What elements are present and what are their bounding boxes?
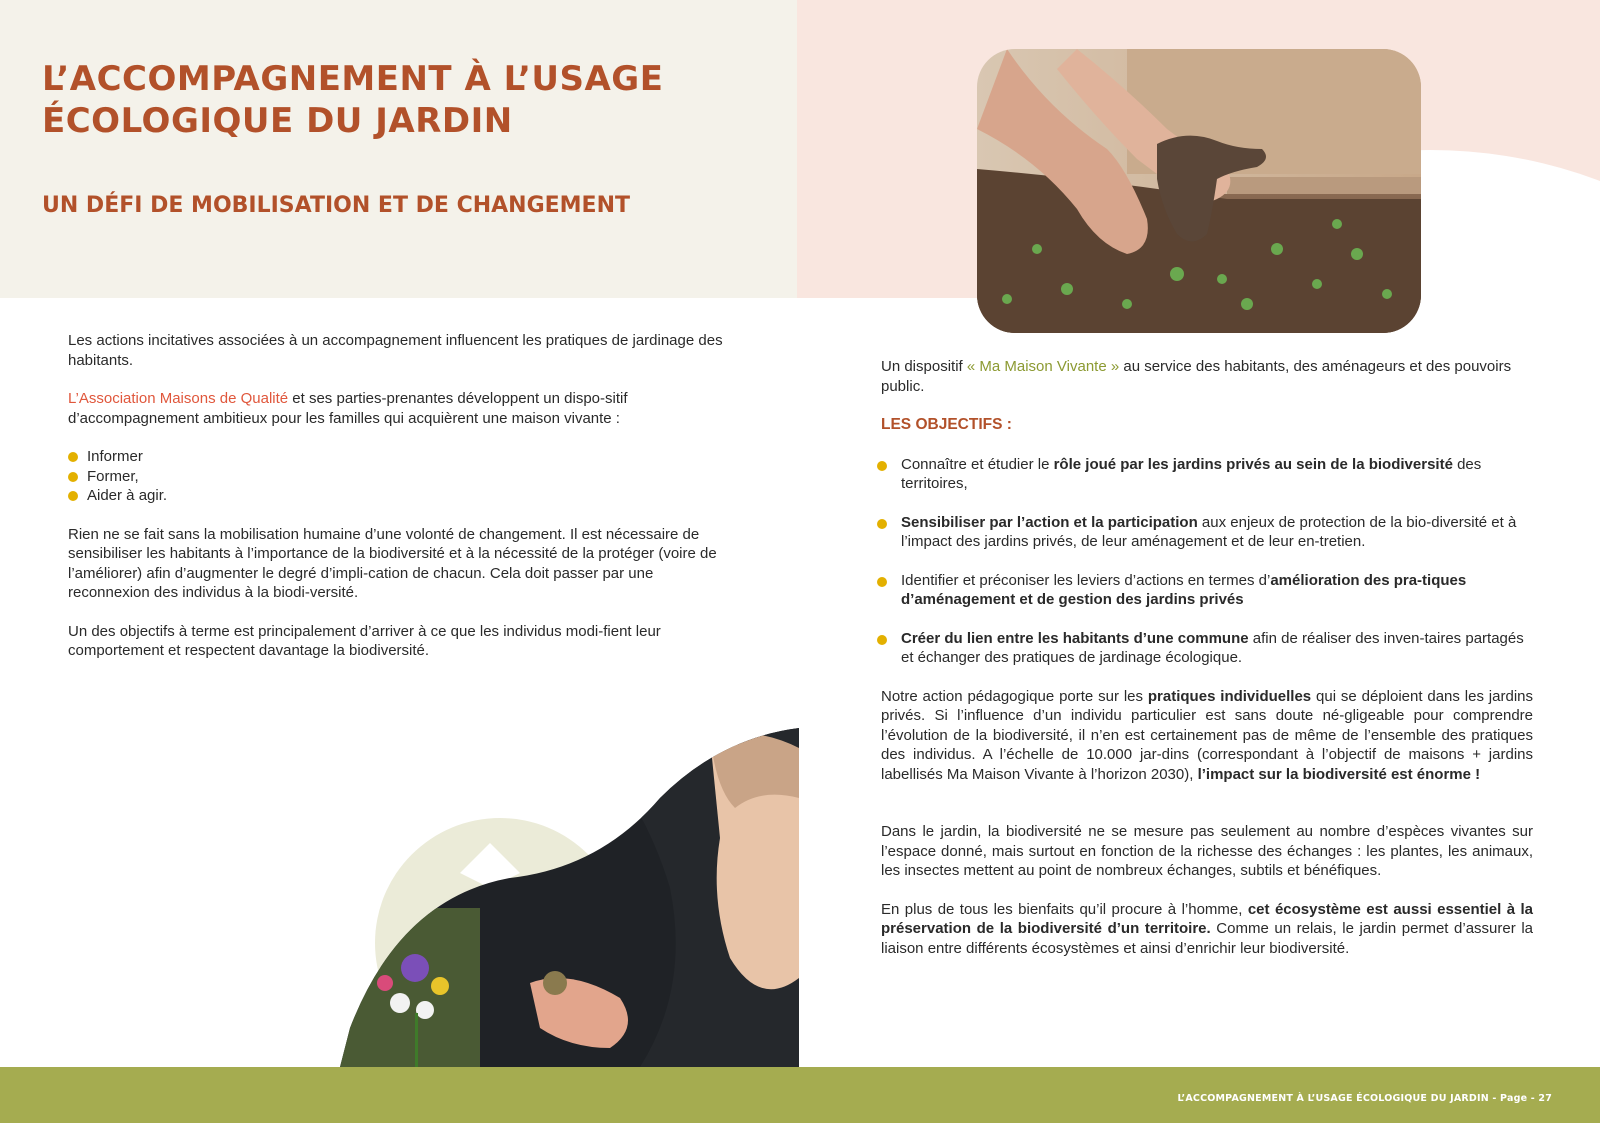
list-item: Informer [68, 447, 728, 467]
page-title [42, 58, 663, 142]
left-column [68, 331, 728, 680]
program-name: « Ma Maison Vivante » [966, 358, 1120, 375]
association-name: L’Association Maisons de Qualité [68, 390, 289, 407]
right-column [881, 357, 1533, 977]
objective-paragraph: Un des objectifs à terme est principalement d’arriver à ce que les individus modi-fient leur comportement et respectent davantage la biodiversité. [68, 622, 661, 659]
page-subtitle: UN DÉFI DE MOBILISATION ET DE CHANGEMENT [42, 193, 630, 218]
gardening-hands-photo [977, 49, 1421, 333]
objective-item: Identifier et préconiser les leviers d’actions en termes d’amélioration des pra-tiques d’aménagement et de gestion des jardins privés [881, 571, 1533, 610]
objective-item: Créer du lien entre les habitants d’une commune afin de réaliser des inven-taires partagés et échanger des pratiques de jardinage écologique. [881, 629, 1533, 668]
title-line-1: L’ACCOMPAGNEMENT À L’USAGE [42, 59, 664, 99]
objectives-heading: LES OBJECTIFS : [881, 416, 1012, 433]
objective-item: Sensibiliser par l’action et la participation aux enjeux de protection de la bio-diversité et à l’impact des jardins privés, de leur aménagement et de leur en-tretien. [881, 513, 1533, 552]
title-line-2: ÉCOLOGIQUE DU JARDIN [42, 101, 513, 141]
pedagogy-paragraph: Notre action pédagogique porte sur les pratiques individuelles qui se déploient dans les jardins privés. Si l’influence d’un individu particulier est sans doute né-gligeable pour comprendre l’évolution de la biodiversité, il n’en est certainement pas de même de l’ensemble des pratiques des individus. A l’échelle de 10.000 jar-dins (correspondant à l’objectif de maisons + jardins labellisés Ma Maison Vivante à l’horizon 2030), l’impact sur la biodiversité est énorme ! [881, 687, 1533, 783]
list-item: Former, [68, 467, 728, 487]
mobilisation-paragraph: Rien ne se fait sans la mobilisation humaine d’une volonté de changement. Il est nécessaire de sensibiliser les habitants à l’importance de la biodiversité et à la nécessité de la protéger (voire de l’améliorer) afin d’augmenter le degré d’impli-cation de chacun. Cela doit passer par une reconnexion des individus à la biodi-versité. [68, 525, 717, 601]
child-flowers-image [340, 728, 799, 1067]
association-paragraph [68, 389, 728, 428]
footer-page-label: L’ACCOMPAGNEMENT À L’USAGE ÉCOLOGIQUE DU JARDIN - Page - 27 [1177, 1093, 1552, 1104]
objective-item: Connaître et étudier le rôle joué par les jardins privés au sein de la biodiversité des territoires, [881, 455, 1533, 494]
list-item: Aider à agir. [68, 486, 728, 506]
action-list [68, 447, 728, 506]
dispositif-paragraph: Un dispositif « Ma Maison Vivante » au service des habitants, des aménageurs et des pouvoirs public. [881, 358, 1512, 395]
child-flowers-photo [340, 728, 799, 1067]
ecosystem-paragraph: En plus de tous les bienfaits qu’il procure à l’homme, cet écosystème est aussi essentiel à la préservation de la biodiversité d’un territoire. Comme un relais, le jardin permet d’assurer la liaison entre différents écosystèmes et ainsi d’enrichir leur biodiversité. [881, 900, 1534, 957]
association-text: et ses parties-prenantes développent un dispo-sitif d’accompagnement ambitieux pour les familles qui acquièrent une maison vivante : [68, 390, 628, 427]
objectives-list [881, 455, 1533, 668]
biodiversity-paragraph: Dans le jardin, la biodiversité ne se mesure pas seulement au nombre d’espèces vivantes sur l’espace donné, mais surtout en fonction de la richesse des échanges : les plantes, les animaux, les insectes mettent au point de nombreux échanges, subtils et bénéfiques. [881, 823, 1533, 879]
header-background [0, 0, 797, 298]
intro-paragraph: Les actions incitatives associées à un accompagnement influencent les pratiques de jardinage des habitants. [68, 332, 723, 369]
gardening-hands-image [977, 49, 1421, 333]
